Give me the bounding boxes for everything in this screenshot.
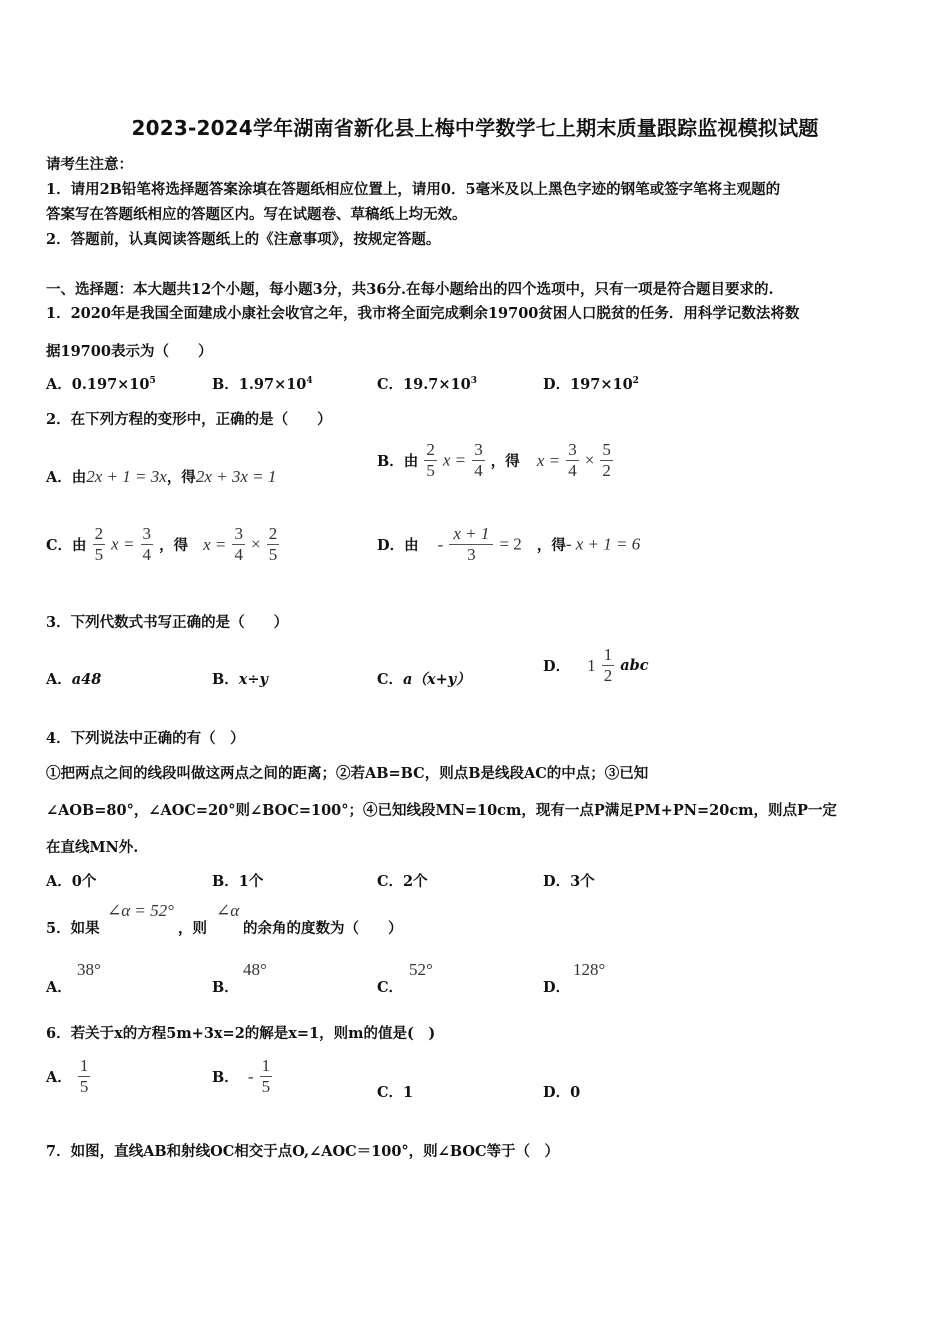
notice-line-2: 答案写在答题纸相应的答题区内。写在试题卷、草稿纸上均无效。: [46, 206, 467, 223]
q3d-frac: $\frac{1}{2}$: [603, 645, 613, 685]
q5-stem-pre: 5．如果: [46, 920, 100, 937]
q2b-frac-4: $\frac{5}{2}$: [602, 440, 611, 480]
q4-option-c: C．2个: [377, 873, 428, 890]
q6a-frac: $\frac{1}{5}$: [79, 1056, 89, 1096]
q2c-frac-1: $\frac{2}{5}$: [94, 524, 104, 564]
notice-line-1: 1．请用2B铅笔将选择题答案涂填在答题纸相应位置上，请用0．5毫米及以上黑色字迹的钢笔或签字笔将主观题的: [46, 181, 781, 198]
q2b-frac-3: $\frac{3}{4}$: [568, 440, 577, 480]
q7-stem: 7．如图，直线AB和射线OC相交于点O,∠AOC＝100°，则∠BOC等于（ ）: [46, 1143, 560, 1160]
q4-stem: 4．下列说法中正确的有（ ）: [46, 730, 245, 747]
q3-stem: 3．下列代数式书写正确的是（ ）: [46, 614, 289, 631]
q5-option-d-value: 128°: [573, 960, 606, 979]
q2c-frac-2: $\frac{3}{4}$: [142, 524, 152, 564]
q4-option-b: B．1个: [212, 873, 264, 890]
q4-option-d: D．3个: [543, 873, 595, 890]
q2c-frac-4: $\frac{2}{5}$: [268, 524, 278, 564]
q5-stem-post: 的余角的度数为（ ）: [243, 920, 403, 937]
q5-option-c-value: 52°: [409, 960, 433, 979]
q3-option-a: A．a48: [46, 671, 102, 688]
q2-option-d: D．由 - $\frac{x + 1}{3}$ = 2 ，得- x + 1 = 6: [377, 524, 641, 564]
q4-option-a: A．0个: [46, 873, 97, 890]
q1-option-d: D．$197\times 10^2$: [543, 376, 639, 393]
q6-option-d: D．0: [543, 1084, 581, 1101]
page-title: 2023-2024学年湖南省新化县上梅中学数学七上期末质量跟踪监视模拟试题: [131, 116, 819, 140]
q3-option-c: C．a（x+y）: [377, 671, 471, 688]
q1-option-a: A．$0.197\times 10^5$: [46, 376, 156, 393]
q5-option-b-label: B．: [212, 979, 239, 996]
q4-line-1: ①把两点之间的线段叫做这两点之间的距离；②若AB=BC，则点B是线段AC的中点；③已知: [46, 765, 649, 782]
q1-option-c: C．$19.7\times 10^3$: [377, 376, 477, 393]
q2b-frac-2: $\frac{3}{4}$: [474, 440, 483, 480]
q5-option-c-label: C．: [377, 979, 404, 996]
q2d-frac: $\frac{x + 1}{3}$: [449, 524, 493, 565]
q1-option-b: B．$1.97\times 10^4$: [212, 376, 313, 393]
q6b-frac: $\frac{1}{5}$: [261, 1056, 271, 1096]
q5-angle-eq: ∠α = 52°: [107, 901, 174, 920]
q4-line-3: 在直线MN外.: [46, 839, 139, 856]
q5-option-a-value: 38°: [77, 960, 101, 979]
q1-stem-line-2: 据19700表示为（ ）: [46, 343, 213, 360]
q2-stem: 2．在下列方程的变形中，正确的是（ ）: [46, 411, 332, 428]
q2c-frac-3: $\frac{3}{4}$: [234, 524, 243, 564]
q4-line-2: ∠AOB=80°，∠AOC=20°则∠BOC=100°；④已知线段MN=10cm，现有一点P满足PM+PN=20cm，则点P一定: [46, 802, 837, 819]
q5-option-d-label: D．: [543, 979, 571, 996]
q2-option-b: B．由 $\frac{2}{5}$ x = $\frac{3}{4}$ ，得 x = $\frac{3}{4}$ × $\frac{5}{2}$: [377, 440, 611, 480]
q1-stem-line-1: 1．2020年是我国全面建成小康社会收官之年，我市将全面完成剩余19700贫困人口脱贫的任务．用科学记数法将数: [46, 305, 800, 322]
q6-option-b: B． - $\frac{1}{5}$: [212, 1056, 271, 1096]
q6-option-a: A． $\frac{1}{5}$: [46, 1056, 89, 1096]
q2-option-c: C．由 $\frac{2}{5}$ x = $\frac{3}{4}$ ，得 x = $\frac{3}{4}$ × $\frac{2}{5}$: [46, 524, 278, 564]
q3-option-b: B．x÷y: [212, 671, 268, 688]
q2-option-a: A．由2x + 1 = 3x，得2x + 3x = 1: [46, 467, 277, 486]
section-heading: 一、选择题：本大题共12个小题，每小题3分，共36分.在每小题给出的四个选项中，只有一项是符合题目要求的.: [46, 281, 774, 298]
notice-heading: 请考生注意：: [46, 156, 133, 173]
q2b-frac-1: $\frac{2}{5}$: [426, 440, 435, 480]
q6-stem: 6．若关于x的方程5m+3x=2的解是x=1，则m的值是( ): [46, 1025, 436, 1042]
q6-option-c: C．1: [377, 1084, 414, 1101]
q3-option-d: D． 1 $\frac{1}{2}$ abc: [543, 645, 649, 685]
q5-angle: ∠α: [216, 901, 240, 920]
q5-option-b-value: 48°: [243, 960, 267, 979]
notice-line-3: 2．答题前，认真阅读答题纸上的《注意事项》，按规定答题。: [46, 231, 441, 248]
q5-stem-mid: ，则: [178, 920, 207, 937]
q5-option-a-label: A．: [46, 979, 72, 996]
